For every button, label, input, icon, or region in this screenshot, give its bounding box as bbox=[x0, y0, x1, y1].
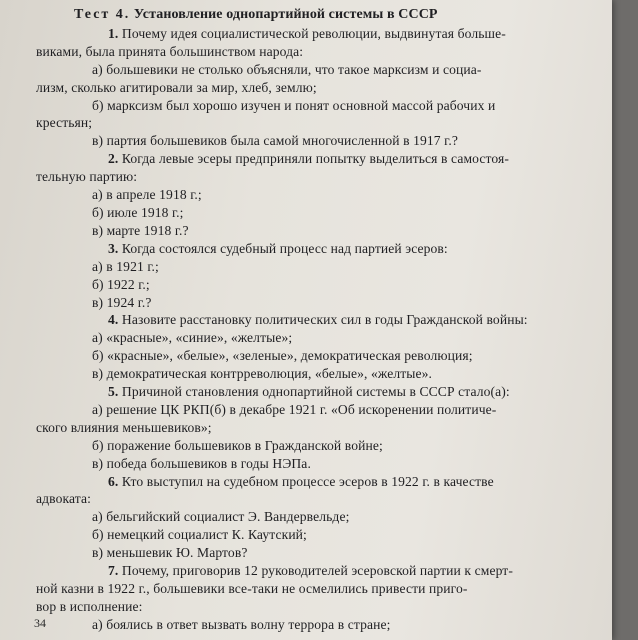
continuation-line: крестьян; bbox=[36, 115, 93, 131]
question-line bbox=[36, 25, 602, 43]
continuation-line: лизм, сколько агитировали за мир, хлеб, землю; bbox=[36, 79, 317, 95]
continuation-line: тельную партию: bbox=[36, 169, 138, 185]
answer-option: б) июле 1918 г.; bbox=[92, 204, 184, 220]
question-number: 2. bbox=[108, 151, 119, 167]
question-number: 3. bbox=[108, 240, 119, 256]
question-text: Когда состоялся судебный процесс над партией эсеров: bbox=[121, 240, 448, 256]
answer-option: а) боялись в ответ вызвать волну террора в стране; bbox=[92, 616, 391, 632]
question-number: 4. bbox=[108, 312, 119, 328]
answer-option: б) «красные», «белые», «зеленые», демократическая революция; bbox=[92, 348, 473, 364]
document-body bbox=[36, 6, 602, 634]
question-number: 7. bbox=[108, 563, 119, 579]
answer-option: в) меньшевик Ю. Мартов? bbox=[92, 545, 248, 561]
answer-option: б) немецкий социалист К. Каутский; bbox=[92, 527, 307, 543]
answer-option: а) большевики не столько объясняли, что такое марксизм и социа- bbox=[92, 61, 482, 77]
title-text: Установление однопартийной системы в СССР bbox=[133, 7, 438, 22]
question-text: Почему, приговорив 12 руководителей эсеровской партии к смерт- bbox=[121, 563, 513, 579]
answer-option: в) партия большевиков была самой многочисленной в 1917 г.? bbox=[92, 133, 458, 149]
answer-option: а) в апреле 1918 г.; bbox=[92, 187, 202, 203]
answer-option: б) поражение большевиков в Гражданской войне; bbox=[92, 437, 383, 453]
question-text: Причиной становления однопартийной системы в СССР стало(а): bbox=[121, 384, 510, 400]
title-label: Тест 4. bbox=[74, 7, 131, 22]
continuation-line: адвоката: bbox=[36, 491, 91, 507]
question-line bbox=[36, 311, 602, 329]
answer-option: б) марксизм был хорошо изучен и понят основной массой рабочих и bbox=[92, 97, 496, 113]
question-line bbox=[36, 562, 602, 580]
answer-option: б) 1922 г.; bbox=[92, 276, 150, 292]
text-lines bbox=[36, 25, 602, 634]
answer-option: в) демократическая контрреволюция, «белые», «желтые». bbox=[92, 366, 433, 382]
answer-option: в) марте 1918 г.? bbox=[92, 222, 189, 238]
question-text: Назовите расстановку политических сил в годы Гражданской войны: bbox=[121, 312, 528, 328]
answer-option: в) 1924 г.? bbox=[92, 294, 152, 310]
question-text: Почему идея социалистической революции, выдвинутая больше- bbox=[121, 25, 506, 41]
question-number: 1. bbox=[108, 25, 119, 41]
continuation-line: виками, была принята большинством народа: bbox=[36, 43, 304, 59]
page-title bbox=[36, 6, 602, 24]
answer-option: а) в 1921 г.; bbox=[92, 258, 159, 274]
answer-option: а) бельгийский социалист Э. Вандервельде; bbox=[92, 509, 350, 525]
question-number: 6. bbox=[108, 473, 119, 489]
answer-option: а) «красные», «синие», «желтые»; bbox=[92, 330, 293, 346]
page-number: 34 bbox=[34, 616, 46, 630]
question-line bbox=[36, 150, 602, 168]
continuation-line: ского влияния меньшевиков»; bbox=[36, 419, 212, 435]
continuation-line: вор в исполнение: bbox=[36, 598, 143, 614]
continuation-line: ной казни в 1922 г., большевики все-таки не осмелились привести приго- bbox=[36, 581, 468, 596]
question-line bbox=[36, 240, 602, 258]
question-line bbox=[36, 383, 602, 401]
question-number: 5. bbox=[108, 384, 119, 400]
question-text: Когда левые эсеры предприняли попытку выделиться в самостоя- bbox=[121, 151, 510, 167]
question-text: Кто выступил на судебном процессе эсеров в 1922 г. в качестве bbox=[121, 473, 494, 489]
question-line bbox=[36, 473, 602, 491]
answer-option: в) победа большевиков в годы НЭПа. bbox=[92, 455, 311, 471]
answer-option: а) решение ЦК РКП(б) в декабре 1921 г. «Об искоренении политиче- bbox=[92, 401, 497, 417]
